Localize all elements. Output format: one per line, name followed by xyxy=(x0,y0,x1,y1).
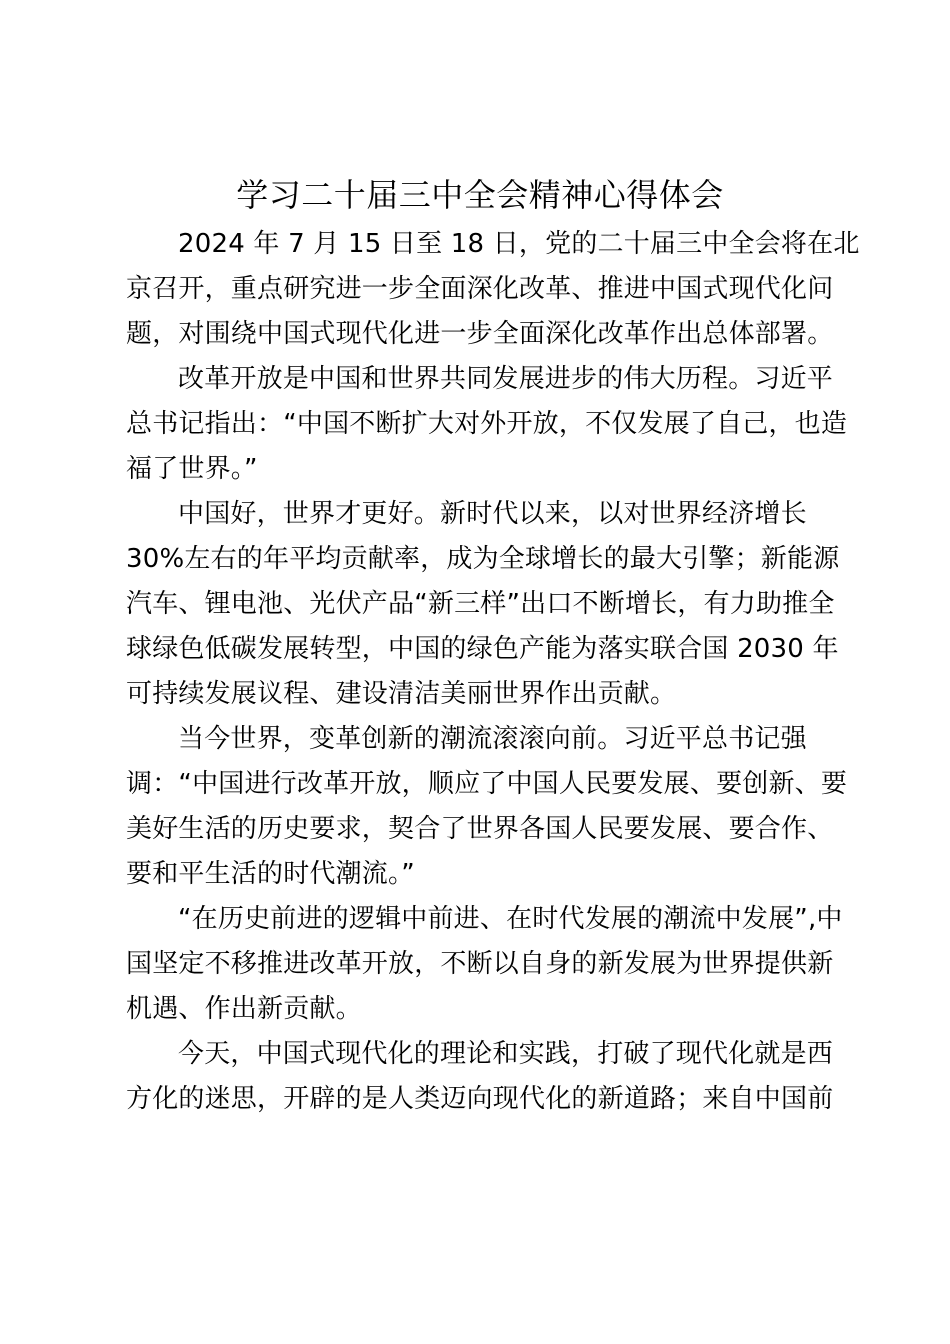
text-line: 机遇、作出新贡献。 xyxy=(126,994,362,1024)
text-line: 2024 年 7 月 15 日至 18 日，党的二十届三中全会将在北 xyxy=(178,229,860,259)
text-line: 题，对围绕中国式现代化进一步全面深化改革作出总体部署。 xyxy=(126,319,834,349)
paragraph-5 xyxy=(126,897,843,1032)
text-line: 京召开，重点研究进一步全面深化改革、推进中国式现代化问 xyxy=(126,274,834,304)
paragraph-1 xyxy=(126,222,860,357)
paragraph-4 xyxy=(126,717,848,897)
text-line: 福了世界。” xyxy=(126,454,258,484)
paragraph-2 xyxy=(126,357,848,492)
text-line: 汽车、锂电池、光伏产品“新三样”出口不断增长，有力助推全 xyxy=(126,589,835,619)
text-line: 方化的迷思，开辟的是人类迈向现代化的新道路；来自中国前 xyxy=(126,1084,834,1114)
text-line: 今天，中国式现代化的理论和实践，打破了现代化就是西 xyxy=(178,1039,834,1069)
paragraph-3 xyxy=(126,492,840,717)
paragraph-6 xyxy=(126,1032,836,1122)
text-line: 调：“中国进行改革开放，顺应了中国人民要发展、要创新、要 xyxy=(126,769,848,799)
document-title: 学习二十届三中全会精神心得体会 xyxy=(236,176,724,214)
text-line: 国坚定不移推进改革开放，不断以自身的新发展为世界提供新 xyxy=(126,949,834,979)
text-line: 改革开放是中国和世界共同发展进步的伟大历程。习近平 xyxy=(178,364,834,394)
text-line: 美好生活的历史要求，契合了世界各国人民要发展、要合作、 xyxy=(126,814,834,844)
text-line: 可持续发展议程、建设清洁美丽世界作出贡献。 xyxy=(126,679,677,709)
text-line: 中国好，世界才更好。新时代以来，以对世界经济增长 xyxy=(178,499,807,529)
text-line: “在历史前进的逻辑中前进、在时代发展的潮流中发展”,中 xyxy=(178,904,843,934)
text-line: 总书记指出：“中国不断扩大对外开放，不仅发展了自己，也造 xyxy=(126,409,848,439)
text-line: 球绿色低碳发展转型，中国的绿色产能为落实联合国 2030 年 xyxy=(126,634,839,664)
text-line: 要和平生活的时代潮流。” xyxy=(126,859,415,889)
text-line: 30%左右的年平均贡献率，成为全球增长的最大引擎；新能源 xyxy=(126,544,840,574)
document-body xyxy=(126,222,860,1122)
text-line: 当今世界，变革创新的潮流滚滚向前。习近平总书记强 xyxy=(178,724,807,754)
